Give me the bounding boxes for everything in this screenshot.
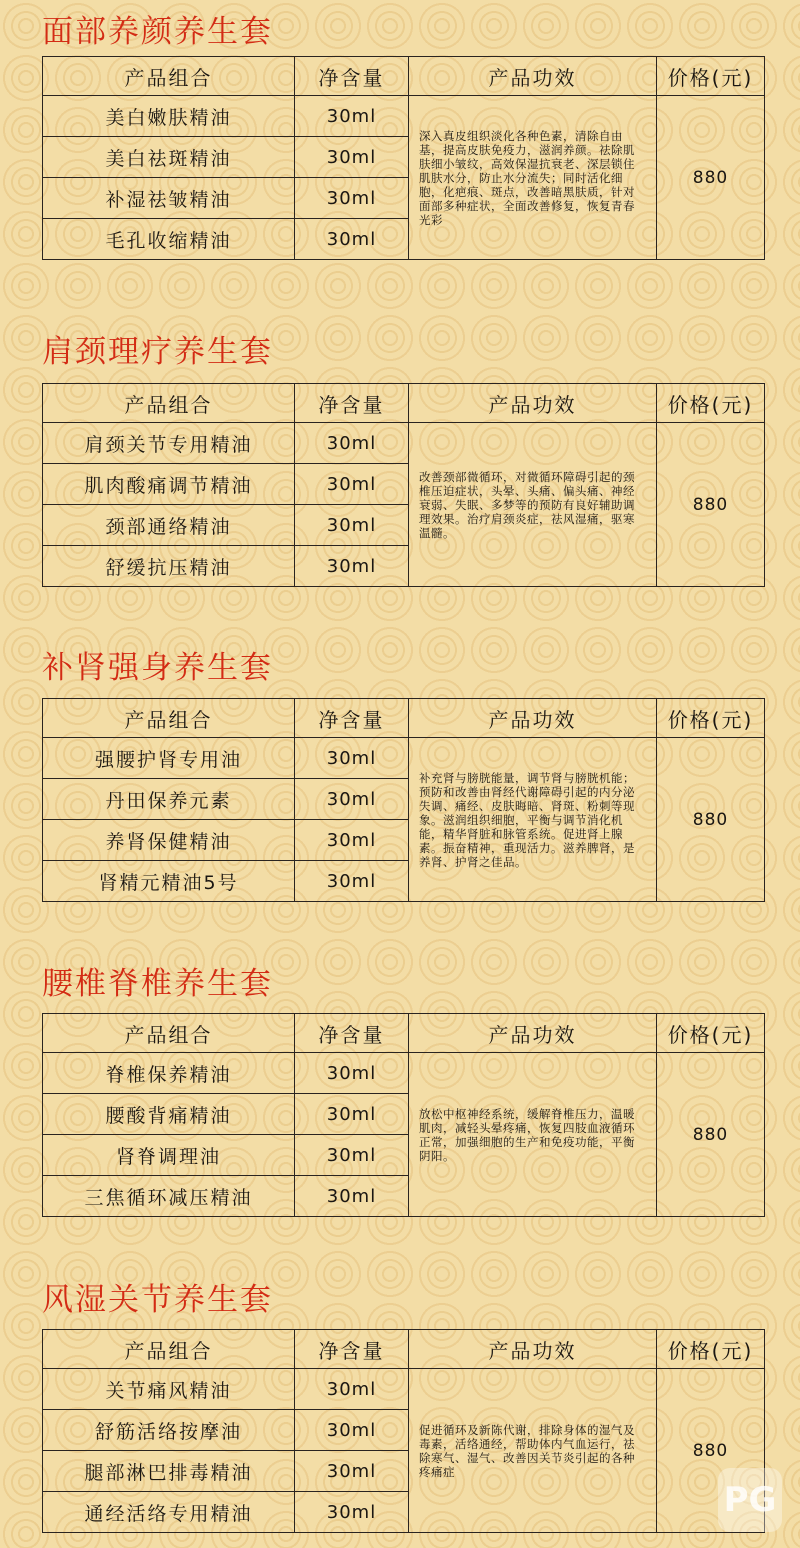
product-price: 880 — [657, 96, 765, 260]
product-name: 肾脊调理油 — [43, 1135, 295, 1176]
product-name: 腰酸背痛精油 — [43, 1094, 295, 1135]
watermark-logo: PG — [718, 1468, 782, 1532]
section-title: 补肾强身养生套 — [42, 650, 273, 686]
product-volume: 30ml — [295, 464, 409, 505]
product-volume: 30ml — [295, 505, 409, 546]
header-volume: 净含量 — [295, 699, 409, 738]
header-effect: 产品功效 — [409, 1014, 657, 1053]
header-effect: 产品功效 — [409, 1330, 657, 1369]
product-name: 肩颈关节专用精油 — [43, 423, 295, 464]
header-combo: 产品组合 — [43, 1330, 295, 1369]
header-volume: 净含量 — [295, 384, 409, 423]
product-volume: 30ml — [295, 137, 409, 178]
product-price: 880 — [657, 1369, 765, 1533]
table-header-row — [43, 57, 765, 96]
product-name: 颈部通络精油 — [43, 505, 295, 546]
header-volume: 净含量 — [295, 1330, 409, 1369]
product-name: 腿部淋巴排毒精油 — [43, 1451, 295, 1492]
table-header-row — [43, 384, 765, 423]
product-effect: 深入真皮组织淡化各种色素，清除自由基，提高皮肤免疫力，滋润养颜。祛除肌肤细小皱纹，高效保湿抗衰老、深层锁住肌肤水分，防止水分流失；同时活化细胞，化疤痕、斑点，改善暗黑肤质，针对面部多种症状，全面改善修复，恢复青春光彩 — [409, 96, 657, 260]
product-table — [42, 383, 765, 587]
section-title: 面部养颜养生套 — [42, 14, 273, 50]
product-volume: 30ml — [295, 861, 409, 902]
product-table — [42, 698, 765, 902]
product-volume: 30ml — [295, 820, 409, 861]
header-price: 价格(元) — [657, 1014, 765, 1053]
header-effect: 产品功效 — [409, 384, 657, 423]
product-name: 通经活络专用精油 — [43, 1492, 295, 1533]
product-volume: 30ml — [295, 178, 409, 219]
product-name: 肌肉酸痛调节精油 — [43, 464, 295, 505]
header-price: 价格(元) — [657, 384, 765, 423]
product-volume: 30ml — [295, 738, 409, 779]
table-row — [43, 1369, 765, 1410]
product-name: 丹田保养元素 — [43, 779, 295, 820]
product-name: 强腰护肾专用油 — [43, 738, 295, 779]
product-volume: 30ml — [295, 423, 409, 464]
table-row — [43, 1053, 765, 1094]
product-name: 舒筋活络按摩油 — [43, 1410, 295, 1451]
product-volume: 30ml — [295, 96, 409, 137]
section-title: 肩颈理疗养生套 — [42, 334, 273, 370]
header-effect: 产品功效 — [409, 699, 657, 738]
table-row — [43, 423, 765, 464]
product-volume: 30ml — [295, 1410, 409, 1451]
product-volume: 30ml — [295, 1094, 409, 1135]
product-table — [42, 56, 765, 260]
product-effect: 促进循环及新陈代谢，排除身体的湿气及毒素，活络通经，帮助体内气血运行，祛除寒气、湿气、改善因关节炎引起的各种疼痛症 — [409, 1369, 657, 1533]
product-volume: 30ml — [295, 1135, 409, 1176]
product-name: 关节痛风精油 — [43, 1369, 295, 1410]
table-header-row — [43, 1330, 765, 1369]
header-volume: 净含量 — [295, 1014, 409, 1053]
table-row — [43, 738, 765, 779]
product-name: 舒缓抗压精油 — [43, 546, 295, 587]
header-price: 价格(元) — [657, 1330, 765, 1369]
header-combo: 产品组合 — [43, 57, 295, 96]
product-name: 美白祛斑精油 — [43, 137, 295, 178]
product-price: 880 — [657, 738, 765, 902]
table-row — [43, 96, 765, 137]
product-name: 肾精元精油5号 — [43, 861, 295, 902]
product-effect: 改善颈部微循环，对微循环障碍引起的颈椎压迫症状，头晕、头痛、偏头痛、神经衰弱、失眠、多梦等的预防有良好辅助调理效果。治疗肩颈炎症，祛风湿痛，驱寒温髓。 — [409, 423, 657, 587]
header-price: 价格(元) — [657, 699, 765, 738]
product-volume: 30ml — [295, 546, 409, 587]
table-header-row — [43, 1014, 765, 1053]
section-title: 风湿关节养生套 — [42, 1282, 273, 1318]
product-volume: 30ml — [295, 779, 409, 820]
product-name: 补湿祛皱精油 — [43, 178, 295, 219]
product-volume: 30ml — [295, 1492, 409, 1533]
header-combo: 产品组合 — [43, 1014, 295, 1053]
product-name: 脊椎保养精油 — [43, 1053, 295, 1094]
product-volume: 30ml — [295, 1369, 409, 1410]
header-combo: 产品组合 — [43, 699, 295, 738]
product-name: 美白嫩肤精油 — [43, 96, 295, 137]
product-name: 养肾保健精油 — [43, 820, 295, 861]
product-table — [42, 1013, 765, 1217]
product-volume: 30ml — [295, 1053, 409, 1094]
header-price: 价格(元) — [657, 57, 765, 96]
product-table — [42, 1329, 765, 1533]
section-title: 腰椎脊椎养生套 — [42, 966, 273, 1002]
product-name: 三焦循环减压精油 — [43, 1176, 295, 1217]
product-price: 880 — [657, 423, 765, 587]
table-header-row — [43, 699, 765, 738]
header-combo: 产品组合 — [43, 384, 295, 423]
product-effect: 放松中枢神经系统，缓解脊椎压力，温暖肌肉，减轻头晕疼痛，恢复四肢血液循环正常，加强细胞的生产和免疫功能，平衡阴阳。 — [409, 1053, 657, 1217]
header-effect: 产品功效 — [409, 57, 657, 96]
product-volume: 30ml — [295, 1451, 409, 1492]
product-name: 毛孔收缩精油 — [43, 219, 295, 260]
product-volume: 30ml — [295, 1176, 409, 1217]
product-effect: 补充肾与膀胱能量，调节肾与膀胱机能；预防和改善由肾经代谢障碍引起的内分泌失调、痛经、皮肤晦暗、肾斑、粉刺等现象。滋润组织细胞，平衡与调节消化机能，精华肾脏和脉管系统。促进肾上腺素。振奋精神，重现活力。滋养脾肾，是养肾、护肾之佳品。 — [409, 738, 657, 902]
product-volume: 30ml — [295, 219, 409, 260]
header-volume: 净含量 — [295, 57, 409, 96]
product-price: 880 — [657, 1053, 765, 1217]
